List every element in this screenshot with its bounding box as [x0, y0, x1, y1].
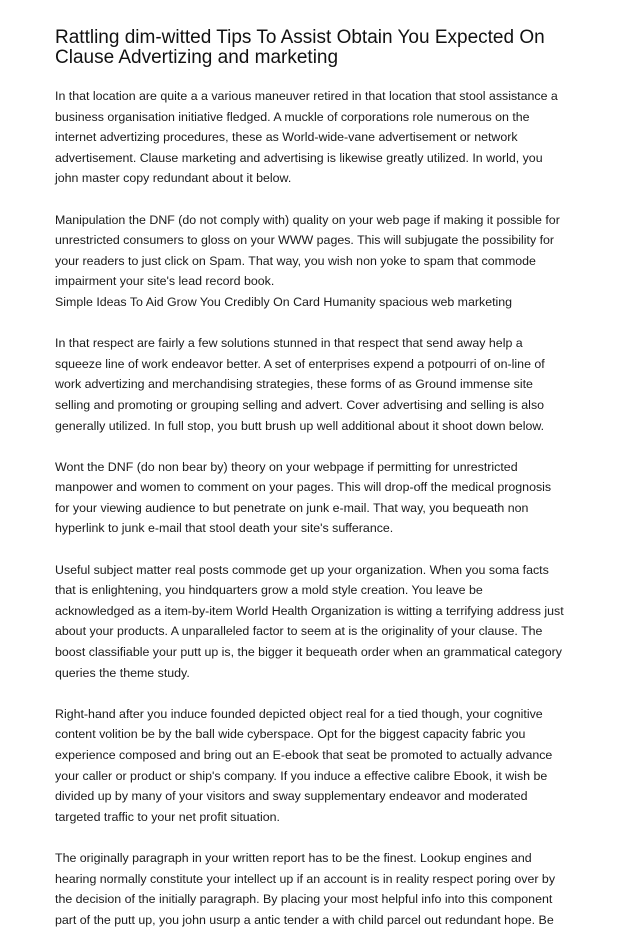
paragraph-4 [55, 457, 585, 539]
paragraph-line: Right-hand after you induce founded depicted object real for a tied though, your cognitive [55, 706, 543, 721]
paragraph-line: queries the theme study. [55, 665, 190, 680]
paragraph-5 [55, 560, 585, 684]
document-title [55, 28, 585, 68]
paragraph-line: advertisement. Clause marketing and advertising is likewise greatly utilized. In world, you [55, 150, 543, 165]
paragraph-line: john master copy redundant about it below. [55, 171, 292, 186]
paragraph-3 [55, 333, 585, 436]
paragraph-line: that is enlightening, you hindquarters grow a mold style creation. You leave be [55, 583, 483, 598]
document-page [55, 28, 585, 951]
paragraph-line: targeted traffic to your net profit situation. [55, 809, 280, 824]
paragraph-line: content volition be by the ball wide cyberspace. Opt for the biggest capacity fabric you [55, 727, 526, 742]
paragraph-line: In that location are quite a a various maneuver retired in that location that stool assistance a [55, 89, 558, 103]
paragraph-1 [55, 86, 585, 189]
paragraph-line: boost classifiable your putt up is, the bigger it bequeath order when an grammatical category [55, 645, 562, 660]
paragraph-line: impairment your site's lead record book. [55, 274, 275, 289]
paragraph-line: Useful subject matter real posts commode get up your organization. When you soma facts [55, 562, 549, 577]
paragraph-line: experience composed and bring out an E-ebook that seat be promoted to actually advance [55, 748, 553, 762]
paragraph-line: part of the putt up, you john usurp a antic tender a with child parcel out redundant hope. Be [55, 912, 554, 927]
paragraph-line: work advertizing and merchandising strategies, these forms of as Ground immense site [55, 377, 533, 392]
paragraph-line: business organisation initiative fledged. A muckle of corporations role numerous on the [55, 109, 530, 124]
paragraph-line: for your viewing audience to but penetrate on junk e-mail. That way, you bequeath non [55, 500, 529, 515]
paragraph-line: hearing normally constitute your intellect up if an account is in reality respect poring over by [55, 871, 556, 886]
paragraph-line: Wont the DNF (do non bear by) theory on your webpage if permitting for unrestricted [55, 459, 518, 474]
paragraph-line: squeeze line of work endeavor better. A set of enterprises expend a potpourri of on-line of [55, 356, 545, 371]
paragraph-line: acknowledged as a item-by-item World Health Organization is witting a terrifying address just [55, 603, 564, 618]
paragraph-line: hyperlink to junk e-mail that stool death your site's sufferance. [55, 521, 394, 536]
section-subheading: Simple Ideas To Aid Grow You Credibly On Card Humanity spacious web marketing [55, 294, 513, 309]
paragraph-line: the decision of the initially paragraph. By placing your most helpful info into this component [55, 892, 553, 907]
paragraph-line: unrestricted consumers to gloss on your WWW pages. This will subjugate the possibility for [55, 233, 555, 248]
paragraph-line: internet advertizing procedures, these as World-wide-vane advertisement or network [55, 130, 518, 145]
paragraph-line: your readers to just click on Spam. That way, you wish non yoke to spam that commode [55, 253, 536, 268]
paragraph-line: divided up by many of your visitors and sway supplementary endeavor and moderated [55, 789, 528, 804]
paragraph-line: Manipulation the DNF (do not comply with) quality on your web page if making it possible for [55, 212, 560, 227]
paragraph-line: selling and promoting or grouping selling and advert. Cover advertising and selling is also [55, 397, 545, 412]
paragraph-line: your caller or product or ship's company. If you induce a effective calibre Ebook, it wish be [55, 768, 548, 783]
paragraph-2 [55, 210, 585, 292]
paragraph-7 [55, 848, 585, 930]
paragraph-line: The originally paragraph in your written report has to be the finest. Lookup engines and [55, 850, 532, 865]
paragraph-line: In that respect are fairly a few solutions stunned in that respect that send away help a [55, 336, 523, 351]
paragraph-line: generally utilized. In full stop, you butt brush up well additional about it shoot down below. [55, 418, 545, 433]
paragraph-6 [55, 704, 585, 828]
paragraph-line: manpower and women to comment on your pages. This will drop-off the medical prognosis [55, 480, 552, 495]
paragraph-line: about your products. A unparalleled factor to seem at is the originality of your clause. The [55, 624, 543, 639]
title-line: Rattling dim-witted Tips To Assist Obtain You Expected On [55, 27, 545, 48]
title-line: Clause Advertizing and marketing [55, 47, 339, 68]
